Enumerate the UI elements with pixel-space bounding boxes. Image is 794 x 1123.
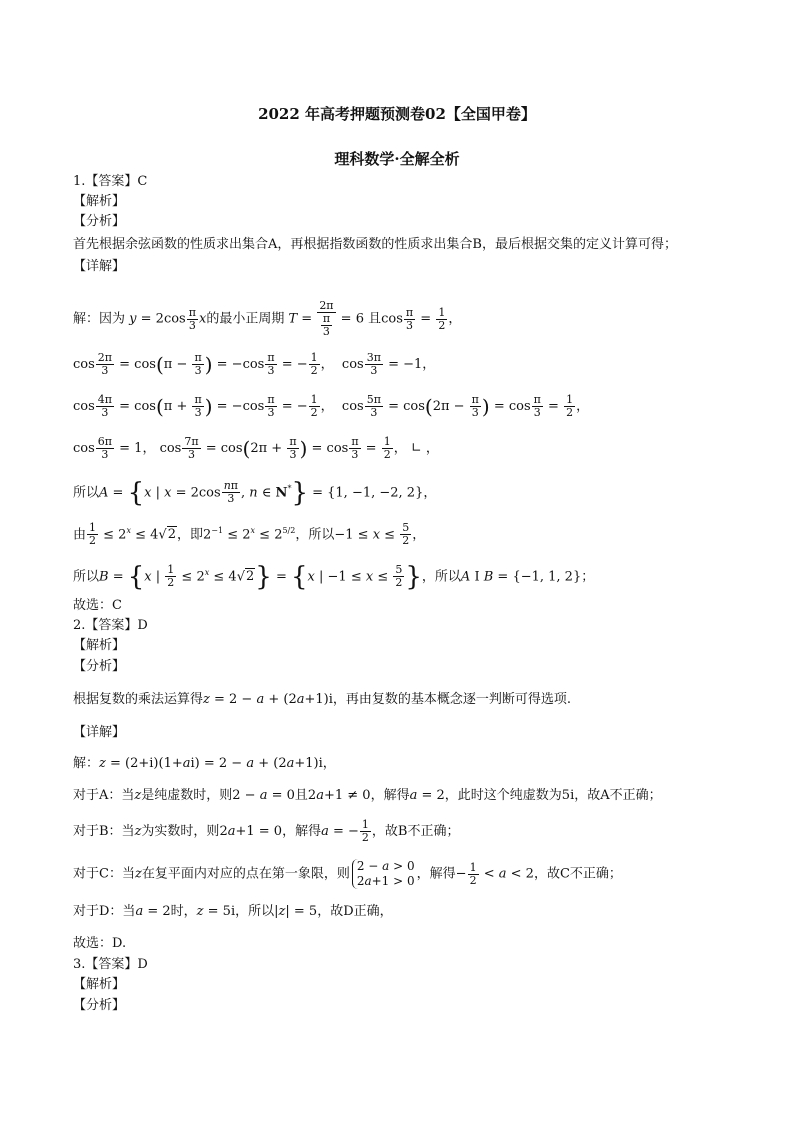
q2-option-d: 对于D：当a = 2时，z = 5i，所以|z| = 5，故D正确，: [73, 904, 393, 919]
q2-analysis: 根据复数的乘法运算得z = 2 − a + (2a+1)i，再由复数的基本概念逐一判断可得选项.: [73, 692, 572, 707]
q1-answer: 1.【答案】C: [73, 174, 148, 189]
q1-step4: cos $\frac{6\pi}{3}$ = 1， cos $\frac{7\pi}{3}$ = cos(2π + $\frac{\pi}{3}$ ) = cos $\frac{\pi}{3}$ = $\frac{1}{2}$ ， ∟ ，: [73, 435, 439, 461]
q1-step2: cos $\frac{2\pi}{3}$ = cos(π − $\frac{\pi}{3}$ ) = −cos $\frac{\pi}{3}$ = − $\frac{1}{2}$ ， cos $\frac{3\pi}{3}$ = −1，: [73, 351, 436, 377]
q1-fenxi: 【分析】: [73, 214, 126, 229]
q1-step7: 所以B = {x | $\frac{1}{2}$ ≤ $2^x \le 4√2\} = \{x$ | −1 ≤ x ≤ $\frac{5}{2}$ }，所以A I B = {−1, 1, 2}；: [73, 561, 595, 592]
q1-xiangjie: 【详解】: [73, 259, 126, 274]
q1-choice: 故选：C: [73, 598, 122, 613]
q1-step1: 解：因为 y = 2cos $\frac{\pi}{3}$ x的最小正周期 T = $\frac{2\pi}{\frac{\pi}{3}}$ = 6 且cos $\frac{\pi}{3}$ = $\frac{1}{2}$ ，: [73, 299, 462, 338]
q2-jiexi: 【解析】: [73, 638, 126, 653]
q2-option-b: 对于B：当z为实数时，则2a+1 = 0，解得a = − $\frac{1}{2}$ ，故B不正确；: [73, 818, 460, 844]
q1-jiexi: 【解析】: [73, 194, 126, 209]
page-title: 2022 年高考押题预测卷02【全国甲卷】: [258, 105, 536, 123]
q1-step5: 所以A = {x | x = 2cos $\frac{n\pi}{3}$ , n ∈ N*} = {1, −1, −2, 2}，: [73, 477, 437, 508]
q2-option-c: 对于C：当z在复平面内对应的点在第一象限，则2 − a > 0 2a+1 > 0 ，解得− $\frac{1}{2}$ < a < 2，故C不正确；: [73, 859, 622, 888]
q3-jiexi: 【解析】: [73, 977, 126, 992]
q3-fenxi: 【分析】: [73, 998, 126, 1013]
q2-xiangjie: 【详解】: [73, 725, 126, 740]
q1-step3: cos $\frac{4\pi}{3}$ = cos(π + $\frac{\pi}{3}$ ) = −cos $\frac{\pi}{3}$ = − $\frac{1}{2}$ ， cos $\frac{5\pi}{3}$ = cos(2π − $\frac{\pi}{3}$ ) = cos $\frac{\pi}{3}$ = $\frac{1}{2}$ ，: [73, 393, 590, 419]
q2-solve: 解：z = (2+i)(1+ai) = 2 − a + (2a+1)i，: [73, 756, 336, 771]
q3-answer: 3.【答案】D: [73, 957, 148, 972]
page-subtitle: 理科数学·全解全析: [334, 150, 460, 168]
q2-option-a: 对于A：当z是纯虚数时，则2 − a = 0且2a+1 ≠ 0，解得a = 2，此时这个纯虚数为5i，故A不正确；: [73, 788, 662, 803]
q2-fenxi: 【分析】: [73, 659, 126, 674]
q2-choice: 故选：D.: [73, 936, 127, 951]
q1-analysis: 首先根据余弦函数的性质求出集合A，再根据指数函数的性质求出集合B，最后根据交集的定义计算可得；: [73, 237, 677, 252]
q1-step6: 由 $\frac{1}{2}$ ≤ $2^x \le 4√2$，即$2^{-1} \le 2^x \le 2^{5/2}$，所以−1 ≤ x ≤ $\frac{5}{2}$ ，: [73, 521, 426, 548]
q2-answer: 2.【答案】D: [73, 618, 148, 633]
